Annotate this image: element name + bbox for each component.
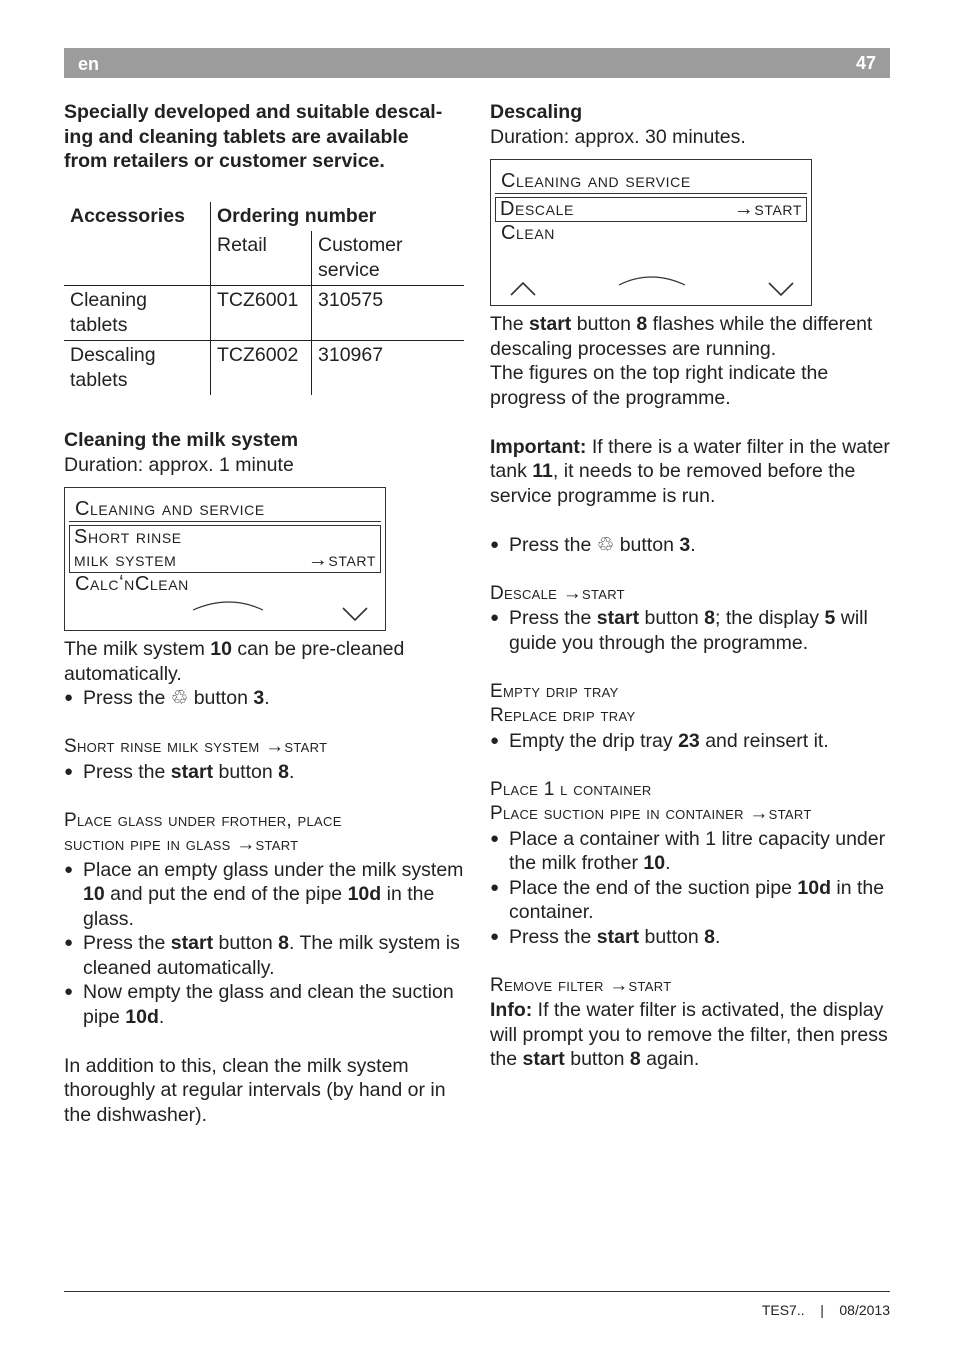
lcd-start-action: →start [733,198,802,220]
display-text-place-glass: Place glass under frother, place suction pipe in glass →start [64,809,342,855]
paragraph-start-flashes: The start button 8 flashes while the different descaling processes are running. [490,313,873,360]
table-cell-retail: TCZ6002 [211,341,312,396]
paragraph-milk-preclean: The milk system 10 can be pre-cleaned automatically. [64,638,405,685]
lcd-selected-item: Descale →start [495,197,807,222]
footer-rule [64,1291,890,1292]
bullet-press-start: ● Press the start button 8. [490,925,894,950]
bullet-press-care-button: ● Press the ♲ button 3. [490,533,894,558]
language-label: en [78,54,100,74]
bullet-empty-glass: ● Now empty the glass and clean the suction pipe 10d. [64,980,464,1029]
table-cell-retail: TCZ6001 [211,286,312,341]
table-cell-customer: 310967 [312,341,465,396]
care-icon: ♲ [170,687,189,709]
bullet-empty-drip-tray: ● Empty the drip tray 23 and reinsert it. [490,729,894,754]
table-row [64,286,464,341]
right-column [490,100,894,1072]
page-footer [762,1298,890,1323]
bullet-place-glass: ● Place an empty glass under the milk system 10 and put the end of the pipe 10d in the glass. [64,858,464,932]
chevron-up-icon [511,283,535,295]
footer-date: 08/2013 [839,1302,890,1318]
lcd-display-descale [490,159,812,306]
milk-heading: Cleaning the milk system [64,429,299,451]
footer-separator: | [820,1302,824,1318]
paragraph-regular-cleaning: In addition to this, clean the milk system thoroughly at regular intervals (by hand or in the dishwasher). [64,1054,446,1126]
table-header-ordering: Ordering number [211,202,465,232]
paragraph-info: Info: If the water filter is activated, the display will prompt you to remove the filter, then press the start button 8 again. [490,999,888,1070]
lcd-selected-item: Short rinse milk system →start [69,525,381,573]
intro-line-3: from retailers or customer service. [64,150,385,172]
chevron-down-icon [769,283,793,295]
table-header-accessories: Accessories [70,204,185,227]
lcd-title: Cleaning and service [495,164,807,194]
care-icon: ♲ [596,533,615,556]
intro-line-1: Specially developed and suitable descal- [64,101,443,123]
milk-duration: Duration: approx. 1 minute [64,453,294,476]
bullet-place-suction-pipe: ● Place the end of the suction pipe 10d in the container. [490,876,894,925]
lcd-display-milk [64,487,386,631]
table-cell-name: Descaling tablets [70,344,156,391]
descaling-heading: Descaling [490,101,583,123]
page-number: 47 [855,53,876,73]
chevron-down-icon [343,608,367,620]
paragraph-progress: The figures on the top right indicate the progress of the programme. [490,362,829,409]
accessories-table [64,202,464,396]
table-header-customer: Customer service [312,231,465,286]
intro-paragraph [64,100,464,174]
bullet-press-start-clean: ● Press the start button 8. The milk system is cleaned automatically. [64,931,464,980]
table-cell-name: Cleaning tablets [64,286,211,341]
lcd-title: Cleaning and service [69,492,381,522]
bullet-press-start: ● Press the start button 8. [64,760,464,785]
paragraph-important: Important: If there is a water filter in the water tank 11, it needs to be removed before the service programme is run. [490,435,890,507]
page-header [64,48,890,78]
footer-model: TES7.. [761,1302,805,1318]
display-text-descale: Descale →start [490,582,625,604]
display-text-drip-tray: Empty drip tray Replace drip tray [490,680,636,726]
intro-line-2: ing and cleaning tablets are available [64,125,409,148]
left-column [64,100,464,1127]
display-text-container: Place 1 l container Place suction pipe in container →start [490,778,812,824]
bullet-press-start-display: ● Press the start button 8; the display 5 will guide you through the programme. [490,606,894,655]
table-row [64,341,464,396]
bullet-press-care-button: ● Press the ♲ button 3. [64,686,464,711]
lcd-scroll-indicator [491,275,813,305]
lcd-scroll-indicator [65,600,387,630]
table-header-retail: Retail [211,231,312,286]
display-text-short-rinse: Short rinse milk system →start [64,736,328,757]
lcd-start-action: →start [307,549,376,571]
descaling-duration: Duration: approx. 30 minutes. [490,125,746,148]
lcd-item-clean: Clean [501,222,556,244]
display-text-remove-filter: Remove filter →start [490,974,672,996]
table-cell-customer: 310575 [312,286,465,341]
lcd-item-calcnclean: CalcʻnClean [75,573,189,595]
bullet-place-container: ● Place a container with 1 litre capacity under the milk frother 10. [490,827,894,876]
